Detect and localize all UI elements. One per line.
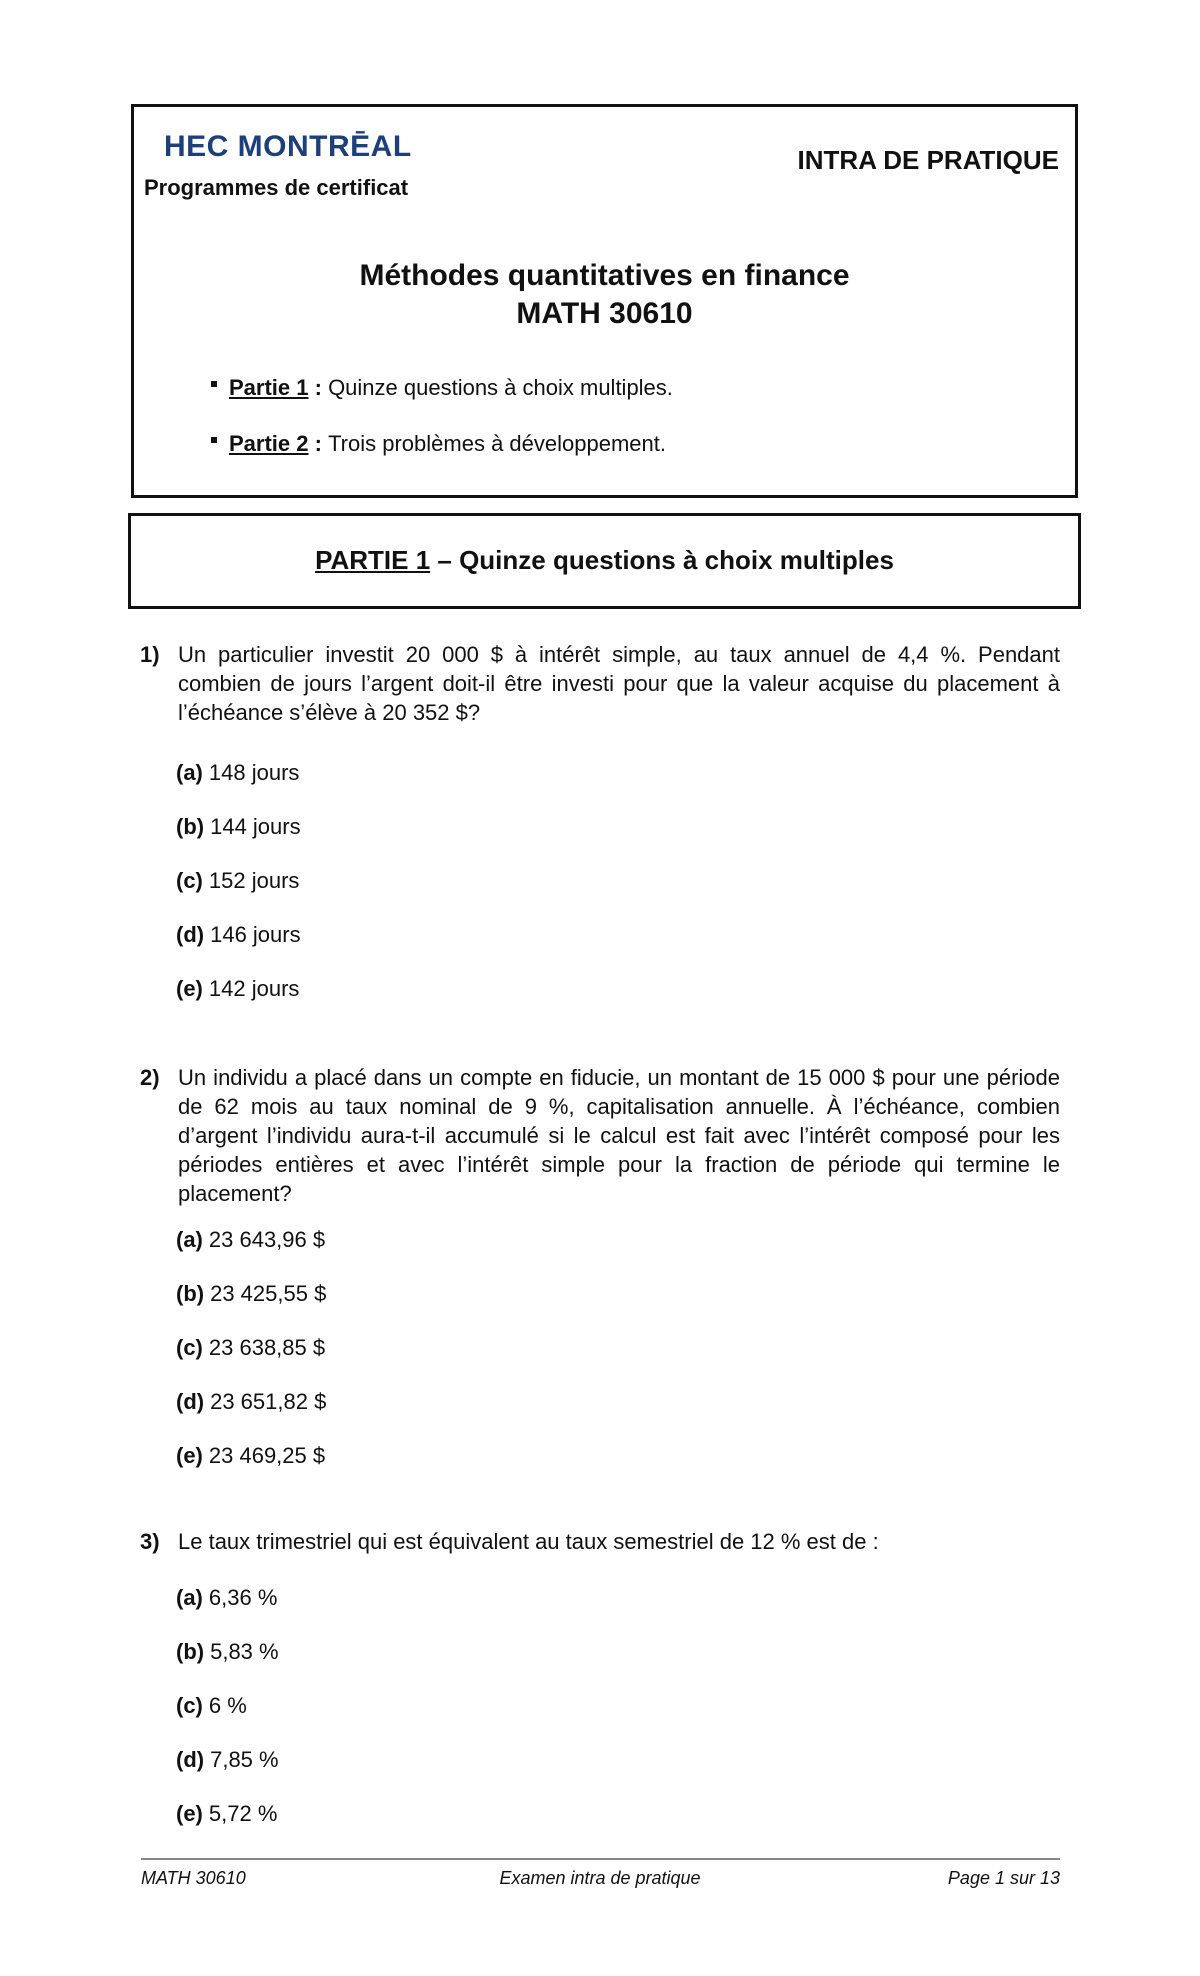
option-value: 5,72 % [208,1801,278,1826]
question-number: 3) [140,1529,160,1554]
option-value: 23 469,25 $ [208,1443,326,1468]
course-title [134,257,1075,333]
part-desc: Quinze questions à choix multiples. [328,375,673,400]
option-value: 152 jours [208,868,300,893]
question-text: Un particulier investit 20 000 $ à intérêt simple, au taux annuel de 4,4 %. Pendant combien de jours l’argent doit-il être investi pour que la valeur acquise du placement à l’échéance s’élève à 20 352 $? [178,642,1060,725]
question-3 [140,1527,1060,1556]
option-value: 7,85 % [210,1747,279,1772]
option [176,1389,326,1415]
option-letter: (b) [176,1639,205,1664]
option [176,1693,247,1719]
option-letter: (e) [176,976,203,1001]
footer-exam-title: Examen intra de pratique [499,1868,701,1888]
option-value: 6,36 % [208,1585,278,1610]
option [176,814,301,840]
question-2 [140,1063,1060,1208]
footer-page-number: Page 1 sur 13 [947,1868,1060,1888]
option-value: 5,83 % [210,1639,279,1664]
course-code: MATH 30610 [516,297,693,330]
option [176,868,299,894]
option [176,1281,326,1307]
footer-divider [141,1858,1060,1860]
option-value: 23 643,96 $ [208,1227,326,1252]
option [176,922,301,948]
svg-text:HEC MONTRĒAL: HEC MONTRĒAL [164,130,412,163]
option-letter: (b) [176,1281,205,1306]
option-letter: (d) [176,1747,205,1772]
option-letter: (a) [176,760,203,785]
option-value: 146 jours [210,922,301,947]
part-label: Partie 1 [229,375,309,400]
section-label: PARTIE 1 [315,545,431,575]
option-value: 148 jours [208,760,300,785]
part-item [229,431,673,487]
option [176,1639,279,1665]
option [176,1443,325,1469]
part-item [229,375,673,431]
option-letter: (a) [176,1585,203,1610]
option [176,1585,277,1611]
option-letter: (c) [176,868,203,893]
course-name: Méthodes quantitatives en finance [359,259,850,292]
option [176,1335,325,1361]
part-label: Partie 2 [229,431,309,456]
option-letter: (d) [176,1389,205,1414]
parts-list [229,375,673,487]
option [176,1747,279,1773]
hec-montreal-logo [164,127,424,163]
section-title: – Quinze questions à choix multiples [430,545,894,575]
option-value: 23 425,55 $ [210,1281,327,1306]
exam-header-box [131,104,1078,498]
option-letter: (d) [176,922,205,947]
footer-course-code: MATH 30610 [141,1868,246,1888]
question-text: Un individu a placé dans un compte en fiducie, un montant de 15 000 $ pour une période de 62 mois au taux nominal de 9 %, capitalisation annuelle. À l’échéance, combien d’argent l’individu aura-t-il accumulé si le calcul est fait avec l’intérêt composé pour les périodes entières et avec l’intérêt simple pour la fraction de période qui termine le placement? [178,1065,1060,1206]
option-value: 142 jours [208,976,300,1001]
option-letter: (a) [176,1227,203,1252]
option-letter: (e) [176,1801,203,1826]
option-value: 23 651,82 $ [210,1389,327,1414]
option [176,1801,277,1827]
program-label: Programmes de certificat [144,175,409,200]
question-1 [140,640,1060,727]
option-value: 6 % [208,1693,247,1718]
part-sep: : [308,431,329,456]
part-sep: : [308,375,329,400]
option-value: 23 638,85 $ [208,1335,326,1360]
option-letter: (e) [176,1443,203,1468]
section-heading-box [128,513,1081,609]
option-letter: (b) [176,814,205,839]
option [176,976,299,1002]
option-letter: (c) [176,1335,203,1360]
option-letter: (c) [176,1693,203,1718]
option [176,1227,325,1253]
exam-type: INTRA DE PRATIQUE [797,145,1059,175]
question-number: 2) [140,1065,160,1090]
question-number: 1) [140,642,160,667]
question-text: Le taux trimestriel qui est équivalent au taux semestriel de 12 % est de : [178,1529,879,1554]
option [176,760,299,786]
part-desc: Trois problèmes à développement. [328,431,666,456]
option-value: 144 jours [210,814,301,839]
bullet-icon [211,381,217,387]
bullet-icon [211,437,217,443]
